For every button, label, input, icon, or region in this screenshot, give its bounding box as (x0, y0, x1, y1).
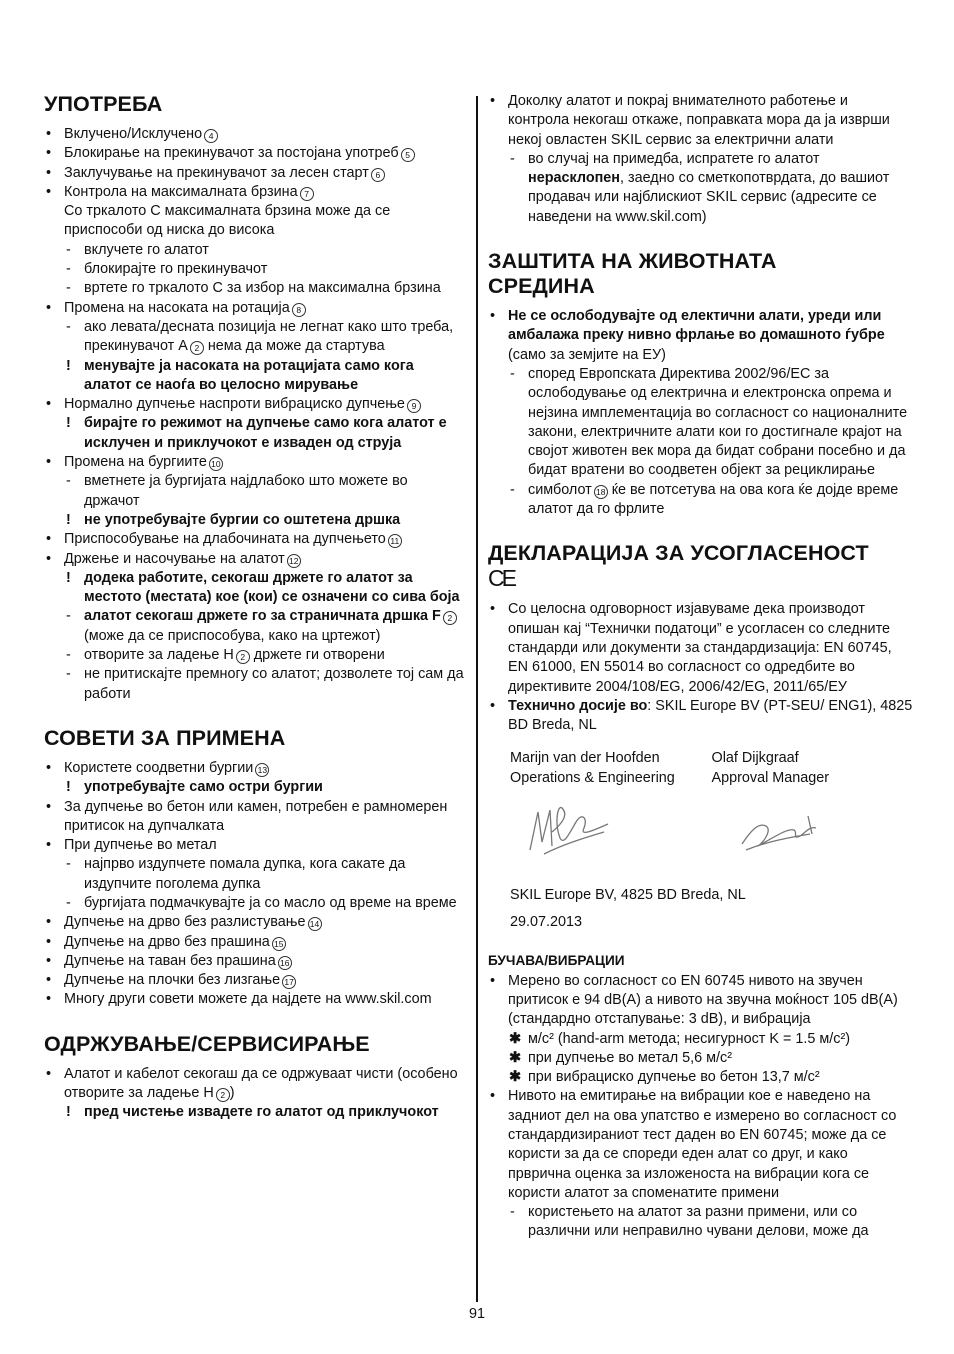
item-text: Вклучено/Исклучено (64, 126, 203, 142)
item-text: Алатот и кабелот секогаш да се одржуваат чисти (особено отворите за ладење H (64, 1065, 458, 1102)
list-item (44, 1103, 464, 1122)
list-item (488, 92, 913, 150)
item-bold-text: Технично досије во (508, 697, 648, 714)
item-text: Користете соодветни бургии (64, 759, 254, 776)
list-item (488, 307, 913, 365)
item-text: вртете го тркалото C за избор на максимална брзина (84, 280, 441, 297)
list-item (44, 164, 464, 183)
asterisk-icon: ✱ (509, 1030, 522, 1047)
environment-list (488, 307, 913, 519)
list-item (44, 472, 464, 511)
right-column (488, 92, 913, 1242)
circled-number-icon: 17 (282, 975, 296, 989)
column-divider (476, 96, 478, 1302)
item-text: Многу други совети можете да најдете на www.skil.com (64, 991, 432, 1008)
item-text: отворите за ладење H (84, 647, 234, 664)
item-text: блокирајте го прекинувачот (84, 261, 268, 278)
item-text: Дупчење на плочки без лизгање (64, 972, 281, 989)
list-item (44, 607, 464, 646)
list-item (44, 357, 464, 396)
list-item (44, 530, 464, 549)
list-item (44, 1065, 464, 1104)
declaration-list (488, 600, 913, 735)
maintenance-list (44, 1065, 464, 1123)
item-text: Промена на насоката на ротација (64, 299, 290, 316)
circled-number-icon: 9 (407, 399, 421, 413)
item-text: не притискајте премногу со алатот; дозволете тој сам да работи (84, 666, 464, 702)
page-number: 91 (468, 1306, 485, 1322)
signatories (488, 749, 913, 932)
signer2-title: Approval Manager (711, 769, 830, 786)
list-item (488, 1030, 913, 1049)
list-item (44, 646, 464, 665)
section-heading-noise: БУЧАВА/ВИБРАЦИИ (488, 952, 625, 968)
list-item (44, 913, 464, 932)
item-text: При дупчење во метал (64, 837, 217, 854)
circled-number-icon: 2 (216, 1088, 230, 1102)
circled-number-icon: 18 (594, 485, 608, 499)
circled-number-icon: 8 (292, 303, 306, 317)
list-item (44, 665, 464, 704)
circled-number-icon: 10 (209, 457, 223, 471)
item-text: Приспособување на длабочината на дупчењето (64, 531, 386, 548)
item-text: Промена на бургиите (64, 454, 207, 471)
item-text: додека работите, секогаш држете го алатот за местото (местата) кое (кои) се означени со сива боја (84, 569, 460, 606)
circled-number-icon: 15 (272, 937, 286, 951)
circled-number-icon: 14 (308, 917, 322, 931)
section-heading-tips: СОВЕТИ ЗА ПРИМЕНА (44, 725, 286, 750)
usage-list (44, 125, 464, 704)
item-text: симболот (528, 481, 592, 498)
circled-number-icon: 2 (236, 650, 250, 664)
list-item (44, 569, 464, 608)
list-item (44, 894, 464, 913)
circled-number-icon: 4 (204, 129, 218, 143)
list-item (488, 600, 913, 696)
list-item (44, 125, 464, 144)
item-text: употребувајте само остри бургии (84, 779, 323, 796)
signature-1 (524, 802, 614, 862)
list-item (44, 279, 464, 298)
circled-number-icon: 11 (388, 534, 402, 548)
ce-mark: CE (488, 565, 514, 592)
item-text: бургијата подмачкувајте ја со масло од време на време (84, 894, 457, 911)
item-text: (може да се приспособува, како на цртежот) (84, 627, 381, 644)
item-text: менувајте ја насоката на ротацијата само кога алатот се наоѓа во целосно мирување (84, 357, 414, 393)
list-item (44, 241, 464, 260)
list-item (44, 318, 464, 357)
item-text: Заклучување на прекинувачот за лесен старт (64, 164, 369, 181)
item-text: (само за земјите на ЕУ) (508, 346, 666, 363)
declaration-date: 29.07.2013 (510, 914, 583, 931)
list-item (44, 550, 464, 569)
item-text: Доколку алатот и покрај внимателното работење и контрола некогаш откаже, поправката мора да ја изврши некој овластен SKIL сервис за електрични алати (508, 93, 890, 148)
item-text: ако левата/десната позиција не легнат како што треба, прекинувачот A (84, 318, 454, 355)
list-item (44, 511, 464, 530)
item-text: , заедно со сметкопотврдата, до вашиот продавач или најблискиот SKIL сервис (адресите се наведени на www.skil.com) (528, 170, 890, 225)
circled-number-icon: 13 (255, 763, 269, 777)
item-text: пред чистење извадете го алатот од приклучокот (84, 1104, 439, 1121)
asterisk-icon: ✱ (509, 1069, 522, 1086)
signer1-name: Marijn van der Hoofden (510, 750, 660, 767)
item-text: Со тркалото C максималната брзина може да се приспособи од ниска до висока (64, 203, 391, 239)
item-text: Блокирање на прекинувачот за постојана употреб (64, 145, 399, 162)
item-text: Со целосна одговорност изјавуваме дека производот опишан кај “Технички податоци” е усогласен со следните стандарди или документи за стандардизација: EN 60745, EN 61000, EN 55014 во согласност со одредбите во директивите 2004/108/EG, 2006/42/EG, 2011/65/ЕУ (508, 601, 892, 695)
item-text: не употребувајте бургии со оштетена дршка (84, 511, 401, 528)
item-text: За дупчење во бетон или камен, потребен е рамномерен притисок на дупчалката (64, 798, 448, 834)
list-item (44, 778, 464, 797)
list-item: • Мерено во согласност со EN 60745 нивото на звучен притисок е 94 dB(A) а нивото на звучна моќност 105 dB(A) (стандардно отстапување: 3 dB), и вибрација (488, 972, 913, 1030)
list-item (44, 183, 464, 202)
circled-number-icon: 7 (300, 187, 314, 201)
item-text: најпрво издупчете помала дупка, кога сакате да издупчите поголема дупка (84, 856, 406, 892)
list-item: - користењето на алатот за разни примени, или со различни или неправилно чувани делови, може да (488, 1203, 913, 1242)
noise-list (488, 972, 913, 1242)
section-heading-declaration (488, 541, 913, 590)
list-item (44, 971, 464, 990)
asterisk-icon: ✱ (509, 1049, 522, 1066)
circled-number-icon: 12 (287, 554, 301, 568)
vibration-value: при вибрациско дупчење во бетон 13,7 м/с² (528, 1069, 820, 1086)
list-item (44, 855, 464, 894)
item-text: вметнете ја бургијата најдлабоко што можете во држачот (84, 473, 408, 509)
left-column (44, 92, 464, 1123)
list-item (44, 952, 464, 971)
declaration-heading-text: ДЕКЛАРАЦИЈА ЗА УСОГЛАСЕНОСТ (488, 541, 869, 566)
item-text: вклучете го алатот (84, 241, 209, 258)
list-item (488, 481, 913, 520)
list-item (44, 836, 464, 855)
item-text: во случај на примедба, испратете го алатот (528, 150, 820, 167)
circled-number-icon: 2 (443, 611, 457, 625)
list-item (488, 365, 913, 481)
tips-list (44, 759, 464, 1010)
item-text: бирајте го режимот на дупчење само кога алатот е исклучен и приклучокот е изваден од струја (84, 415, 447, 451)
list-item (488, 1049, 913, 1068)
section-heading-maintenance: ОДРЖУВАЊЕ/СЕРВИСИРАЊЕ (44, 1031, 370, 1056)
item-text: држете ги отворени (249, 647, 385, 664)
list-item (44, 395, 464, 414)
signature-2 (736, 808, 826, 858)
item-text: Дупчење на дрво без разлистување (64, 914, 306, 931)
circled-number-icon: 16 (278, 956, 292, 970)
item-text: според Европската Директива 2002/96/EC за ослободување од електрична и електронска опрема и нејзина имплементација во согласност со националните закони, електричните алати кои го достигнале крајот на својот животен век мора да бидат собрани посебно и да бидат вратени во соодветен објект за рециклирање (528, 365, 908, 479)
list-item (488, 1068, 913, 1087)
list-item (44, 990, 464, 1009)
item-text: Држење и насочување на алатот (64, 550, 285, 567)
list-item (44, 299, 464, 318)
list-item (44, 144, 464, 163)
list-item (44, 453, 464, 472)
item-text: : SKIL Europe BV (PT-SEU/ ENG1), 4825 BD Breda, NL (508, 697, 913, 734)
item-text: Дупчење на таван без прашина (64, 952, 276, 969)
list-item (44, 260, 464, 279)
item-text: нема да може да стартува (203, 338, 385, 355)
item-bold-text: алатот секогаш држете го за страничната дршка F (84, 608, 441, 625)
list-item (44, 759, 464, 778)
circled-number-icon: 5 (401, 148, 415, 162)
list-item (44, 933, 464, 952)
list-item (44, 798, 464, 837)
item-bold-text: Не се ослободувајте од електични алати, уреди или амбалажа преку нивно фрлање во домашното ѓубре (508, 308, 885, 344)
signer1-title: Operations & Engineering (510, 769, 675, 786)
list-item (488, 150, 913, 227)
item-text: ќе ве потсетува на ова кога ќе дојде време алатот да го фрлите (528, 481, 899, 518)
item-text: Дупчење на дрво без прашина (64, 933, 270, 950)
company-address: SKIL Europe BV, 4825 BD Breda, NL (510, 887, 746, 904)
item-text: Нормално дупчење наспроти вибрациско дупчење (64, 396, 405, 413)
section-heading-environment: ЗАШТИТА НА ЖИВОТНАТА СРЕДИНА (488, 249, 777, 299)
circled-number-icon: 2 (190, 341, 204, 355)
list-item: • Нивото на емитирање на вибрации кое е наведено на задниот дел на ова упатство е измерено во согласност со стандардизираниот тест даден во EN 60745; може да се користи за да се спореди еден алат со друг, и како прврична оценка за изложеноста на вибрации кога се користи алатот за споменатите примени (488, 1087, 913, 1203)
circled-number-icon: 6 (371, 168, 385, 182)
vibration-value: м/с² (hand-arm метода; несигурност K = 1.5 м/с²) (528, 1030, 851, 1047)
vibration-value: при дупчење во метал 5,6 м/с² (528, 1049, 733, 1066)
section-heading-usage: УПОТРЕБА (44, 92, 163, 116)
list-item (44, 202, 464, 241)
signer2-name: Olaf Dijkgraaf (711, 750, 799, 767)
item-text: Контрола на максималната брзина (64, 183, 298, 200)
item-bold-text: нерасклопен (528, 170, 621, 187)
list-item (488, 697, 913, 736)
list-item (44, 414, 464, 453)
item-text: ) (229, 1085, 235, 1102)
service-list (488, 92, 913, 227)
